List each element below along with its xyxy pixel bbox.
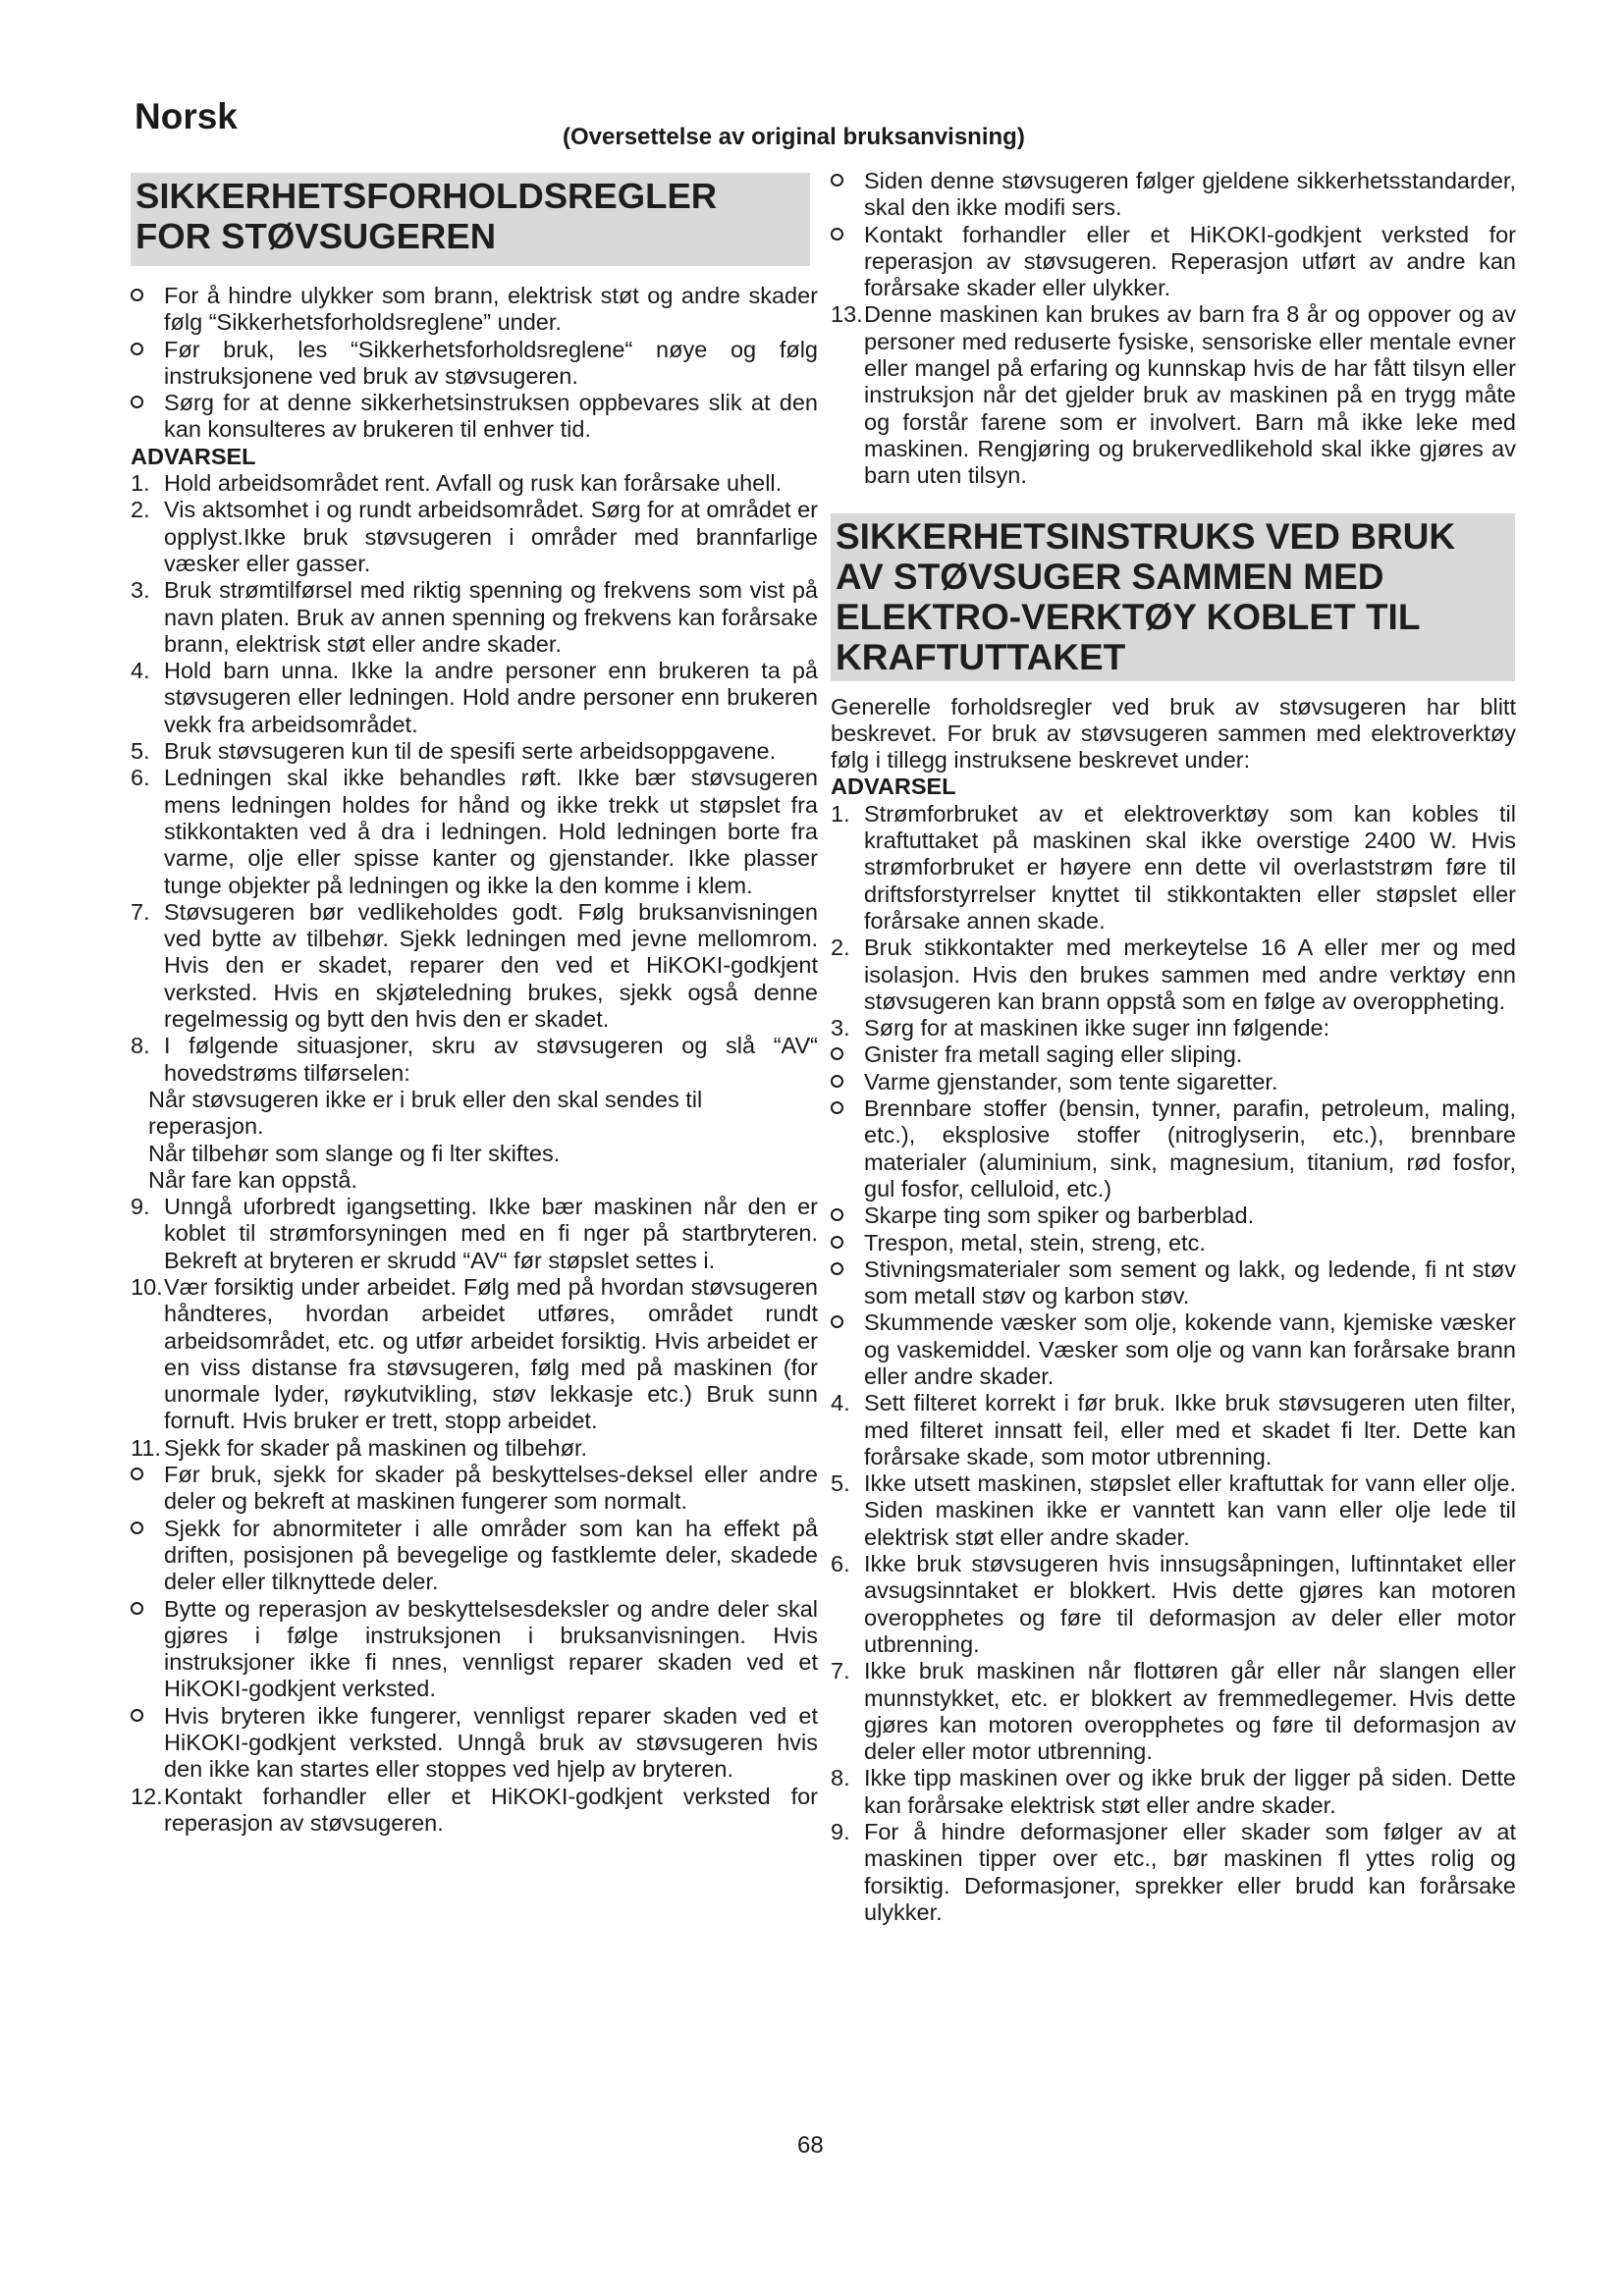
circle-bullet-icon	[131, 1468, 143, 1480]
circle-bullet-icon	[131, 343, 143, 355]
list-item	[131, 497, 818, 577]
item-number: 11.	[131, 1434, 161, 1461]
list-item	[831, 801, 1516, 934]
sub-bullet-text: Stivningsmaterialer som sement og lakk, og ledende, fi nt støv som metall støv og karbon støv.	[864, 1255, 1516, 1309]
sub-bullet	[131, 1703, 818, 1784]
item-number: 2.	[831, 934, 850, 961]
right-section-banner	[831, 513, 1515, 681]
item-number: 7.	[131, 898, 150, 925]
sub-bullet	[831, 222, 1516, 302]
list-item	[131, 1784, 818, 1838]
circle-bullet-icon	[831, 1101, 843, 1114]
circle-bullet-icon	[831, 1075, 843, 1088]
list-item	[831, 1551, 1516, 1658]
item-text: Unngå uforbredt igangsetting. Ikke bær maskinen når den er koblet til strømforsyningen med en fi nger på startbryteren. Bekreft at bryteren er skrudd “AV“ før støpslet settes i.	[164, 1194, 818, 1273]
left-banner-line: SIKKERHETSFORHOLDSREGLER	[135, 176, 718, 216]
circle-bullet-icon	[831, 1208, 843, 1221]
item-text: Vis aktsomhet i og rundt arbeidsområdet. Sørg for at området er opplyst.Ikke bruk støvsugeren i områder med brannfarlige væsker eller gasser.	[164, 497, 818, 576]
list-item	[831, 1015, 1516, 1041]
right-banner-line: ELEKTRO-VERKTØY KOBLET TIL	[836, 596, 1421, 637]
list-item	[131, 1194, 818, 1274]
item-number: 8.	[831, 1765, 850, 1791]
intro-bullet-text: Sørg for at denne sikkerhetsinstruksen oppbevares slik at den kan konsulteres av brukeren til enhver tid.	[164, 390, 818, 443]
item-text: Sett filteret korrekt i før bruk. Ikke bruk støvsugeren uten filter, med filteret innsatt feil, eller med et skadet fi lter. Dette kan forårsake skade, som motor utbrenning.	[864, 1390, 1516, 1469]
intro-bullet	[131, 390, 818, 444]
item-number: 6.	[831, 1551, 850, 1577]
sub-line: Når fare kan oppstå.	[148, 1166, 357, 1193]
item-text: Ikke utsett maskinen, støpslet eller kraftuttak for vann eller olje. Siden maskinen ikke er vanntett kan vann eller olje lede til elektrisk støt eller andre skader.	[864, 1470, 1516, 1550]
sub-bullet	[831, 1095, 1516, 1202]
item-text: Kontakt forhandler eller et HiKOKI-godkjent verksted for reperasjon av støvsugeren.	[164, 1783, 818, 1836]
left-section-banner	[131, 173, 810, 266]
list-item	[831, 934, 1516, 1015]
item-number: 5.	[131, 738, 150, 765]
sub-bullet-text: Skummende væsker som olje, kokende vann, kjemiske væsker og vaskemiddel. Væsker som olje og vann kan forårsake brann eller andre skader.	[864, 1309, 1516, 1389]
intro-bullet	[131, 283, 818, 337]
sub-bullet	[831, 1230, 1516, 1256]
item-number: 5.	[831, 1470, 850, 1497]
item-text: Bruk støvsugeren kun til de spesifi serte arbeidsoppgavene.	[164, 738, 777, 765]
sub-bullet-text: Sjekk for abnormiteter i alle områder som kan ha effekt på driften, posisjonen på bevegelige og fastklemte deler, skadede deler eller tilknyttede deler.	[164, 1515, 818, 1595]
sub-bullet	[831, 1202, 1516, 1229]
list-item	[131, 738, 818, 765]
sub-bullet	[831, 1309, 1516, 1390]
circle-bullet-icon	[131, 1709, 143, 1722]
circle-bullet-icon	[131, 1602, 143, 1615]
sub-bullet	[831, 168, 1516, 222]
sub-bullet	[831, 1069, 1516, 1095]
right-banner-line: KRAFTUTTAKET	[836, 636, 1126, 677]
sub-bullet-text: Skarpe ting som spiker og barberblad.	[864, 1202, 1255, 1229]
item-text: Sjekk for skader på maskinen og tilbehør.	[164, 1434, 588, 1461]
sub-bullet	[831, 1041, 1516, 1068]
item-number: 9.	[131, 1194, 150, 1220]
warning-heading: ADVARSEL	[831, 774, 956, 800]
item-text: Bruk stikkontakter med merkeytelse 16 A eller mer og med isolasjon. Hvis den brukes sammen med andre verktøy enn støvsugeren kan brann oppstå som en følge av overoppheting.	[864, 934, 1516, 1014]
item-text: Denne maskinen kan brukes av barn fra 8 år og oppover og av personer med reduserte fysiske, sensoriske eller mentale evner eller mangel på erfaring og kunnskap hvis de har fått tilsyn eller instruksjon når det gjelder bruk av maskinen på en trygg måte og forstår farene som er involvert. Barn må ikke leke med maskinen. Rengjøring og brukervedlikehold skal ikke gjøres av barn uten tilsyn.	[864, 301, 1516, 489]
sub-bullet	[131, 1462, 818, 1516]
sub-bullet	[131, 1516, 818, 1596]
circle-bullet-icon	[831, 1315, 843, 1328]
sub-bullet-text: Hvis bryteren ikke fungerer, vennligst reparer skaden ved et HiKOKI-godkjent verksted. Unngå bruk av støvsugeren hvis den ikke kan startes eller stoppes ved hjelp av bryteren.	[164, 1702, 818, 1783]
item-number: 13.	[831, 301, 863, 328]
list-item	[131, 1274, 818, 1435]
list-item	[831, 1765, 1516, 1819]
item-text: Støvsugeren bør vedlikeholdes godt. Følg bruksanvisningen ved bytte av tilbehør. Sjekk ledningen med jevne mellomrom. Hvis den er skadet, reparer den ved et HiKOKI-godkjent verksted. Hvis en skjøteledning brukes, sjekk også denne regelmessig og bytt den hvis den er skadet.	[164, 898, 818, 1033]
right-banner-line: SIKKERHETSINSTRUKS VED BRUK	[836, 515, 1456, 557]
language-heading: Norsk	[135, 96, 238, 136]
list-item	[131, 765, 818, 898]
item-text: Hold arbeidsområdet rent. Avfall og rusk kan forårsake uhell.	[164, 470, 783, 497]
sub-bullet-text: Kontakt forhandler eller et HiKOKI-godkjent verksted for reperasjon av støvsugeren. Reperasjon utført av andre kan forårsake skader eller ulykker.	[864, 221, 1516, 301]
sub-bullet-text: Gnister fra metall saging eller sliping.	[864, 1041, 1243, 1068]
intro-bullet-text: For å hindre ulykker som brann, elektrisk støt og andre skader følg “Sikkerhetsforholdsreglene” under.	[164, 283, 818, 336]
page-number: 68	[797, 2132, 824, 2159]
list-item	[131, 470, 818, 497]
intro-bullet-text: Før bruk, les “Sikkerhetsforholdsreglene“ nøye og følg instruksjonene ved bruk av støvsugeren.	[164, 336, 818, 389]
item-number: 9.	[831, 1819, 850, 1845]
list-item	[131, 658, 818, 738]
sub-bullet-text: Før bruk, sjekk for skader på beskyttelses-deksel eller andre deler og bekreft at maskinen fungerer som normalt.	[164, 1462, 818, 1515]
list-item	[831, 1658, 1516, 1765]
item-text: Vær forsiktig under arbeidet. Følg med på hvordan støvsugeren håndteres, hvordan arbeidet utføres, området rundt arbeidsområdet, etc. og utfør arbeidet forsiktig. Hvis arbeidet er en viss distanse fra støvsugeren, følg med på maskinen (for unormale lyder, røykutvikling, støv lekkasje etc.) Bruk sunn fornuft. Hvis bruker er trett, stopp arbeidet.	[164, 1273, 818, 1434]
item-text: Ikke bruk maskinen når flottøren går eller når slangen eller munnstykket, etc. er blokkert av fremmedlegemer. Hvis dette gjøres kan motoren overopphetes og føre til deformasjon av deler eller motor utbrenning.	[864, 1658, 1516, 1765]
item-number: 3.	[831, 1015, 850, 1041]
item-number: 6.	[131, 765, 150, 791]
section-intro: Generelle forholdsregler ved bruk av støvsugeren har blitt beskrevet. For bruk av støvsugeren sammen med elektroverktøy følg i tillegg instruksene beskrevet under:	[831, 693, 1516, 774]
list-item	[831, 1470, 1516, 1551]
circle-bullet-icon	[131, 1522, 143, 1534]
item-text: Ikke bruk støvsugeren hvis innsugsåpningen, luftinntaket eller avsugsinntaket er blokkert. Hvis dette gjøres kan motoren overopphetes og føre til deformasjon av deler eller motor utbrenning.	[864, 1551, 1516, 1657]
sub-line: Når støvsugeren ikke er i bruk eller den skal sendes til reperasjon.	[148, 1086, 703, 1140]
sub-bullet-text: Bytte og reperasjon av beskyttelsesdeksler og andre deler skal gjøres i følge instruksjonen i bruksanvisningen. Hvis instruksjoner ikke fi nnes, vennligst reparer skaden ved et HiKOKI-godkjent verksted.	[164, 1595, 818, 1702]
item-text: Ledningen skal ikke behandles røft. Ikke bær støvsugeren mens ledningen holdes for hånd og ikke trekk ut støpslet fra stikkontakten ved å dra i ledningen. Hold ledningen borte fra varme, olje eller spisse kanter og gjenstander. Ikke plasser tunge objekter på ledningen og ikke la den komme i klem.	[164, 765, 818, 898]
sub-bullet-text: Siden denne støvsugeren følger gjeldene sikkerhetsstandarder, skal den ikke modifi sers.	[864, 168, 1516, 221]
item-text: Bruk strømtilførsel med riktig spenning og frekvens som vist på navn platen. Bruk av annen spenning og frekvens kan forårsake brann, elektrisk støt eller andre skader.	[164, 577, 818, 657]
sub-bullet	[131, 1596, 818, 1703]
item-number: 2.	[131, 497, 150, 523]
list-item	[831, 1819, 1516, 1926]
item-number: 12.	[131, 1783, 163, 1809]
item-text: Sørg for at maskinen ikke suger inn følgende:	[864, 1015, 1330, 1041]
circle-bullet-icon	[131, 396, 143, 408]
left-column	[131, 173, 818, 1837]
circle-bullet-icon	[831, 228, 843, 240]
list-item	[831, 1390, 1516, 1470]
item-number: 1.	[131, 470, 150, 497]
list-item	[131, 899, 818, 1033]
item-number: 4.	[831, 1390, 850, 1416]
circle-bullet-icon	[131, 289, 143, 301]
item-number: 10.	[131, 1273, 163, 1300]
list-item	[831, 301, 1516, 489]
item-number: 3.	[131, 577, 150, 604]
left-banner-line: FOR STØVSUGEREN	[135, 216, 497, 256]
item-text: Strømforbruket av et elektroverktøy som kan kobles til kraftuttaket på maskinen skal ikke overstige 2400 W. Hvis strømforbruket er høyere enn dette vil overlaststrøm føre til driftsforstyrrelser knyttet til stikkontakten eller støpslet eller forårsake annen skade.	[864, 800, 1516, 934]
warning-heading: ADVARSEL	[131, 443, 256, 469]
sub-bullet-text: Trespon, metal, stein, streng, etc.	[864, 1229, 1206, 1255]
list-item	[131, 577, 818, 658]
circle-bullet-icon	[831, 174, 843, 187]
item-text: For å hindre deformasjoner eller skader som følger av at maskinen tipper over etc., bør maskinen fl yttes rolig og forsiktig. Deformasjoner, sprekker eller brudd kan forårsake ulykker.	[864, 1819, 1516, 1925]
sub-bullet-text: Varme gjenstander, som tente sigaretter.	[864, 1068, 1278, 1095]
list-item	[131, 1033, 818, 1087]
circle-bullet-icon	[831, 1047, 843, 1060]
item-number: 4.	[131, 658, 150, 684]
item-text: Ikke tipp maskinen over og ikke bruk der ligger på siden. Dette kan forårsake elektrisk støt eller andre skader.	[864, 1765, 1516, 1818]
circle-bullet-icon	[831, 1236, 843, 1249]
sub-bullet-text: Brennbare stoffer (bensin, tynner, parafin, petroleum, maling, etc.), eksplosive stoffer (nitroglyserin, etc.), brennbare materialer (aluminium, sink, magnesium, titanium, rød fosfor, gul fosfor, celluloid, etc.)	[864, 1095, 1516, 1201]
right-banner-line: AV STØVSUGER SAMMEN MED	[836, 556, 1384, 597]
item-text: I følgende situasjoner, skru av støvsugeren og slå “AV“ hovedstrøms tilførselen:	[164, 1033, 818, 1086]
intro-bullet	[131, 337, 818, 391]
sub-line: Når tilbehør som slange og fi lter skiftes.	[148, 1140, 561, 1166]
item-number: 8.	[131, 1033, 150, 1059]
right-column	[831, 168, 1516, 1926]
item-number: 7.	[831, 1658, 850, 1684]
translation-subtitle: (Oversettelse av original bruksanvisning)	[563, 124, 1025, 150]
circle-bullet-icon	[831, 1262, 843, 1275]
item-text: Hold barn unna. Ikke la andre personer enn brukeren ta på støvsugeren eller ledningen. Hold andre personer enn brukeren vekk fra arbeidsområdet.	[164, 658, 818, 737]
item-number: 1.	[831, 800, 850, 827]
sub-bullet	[831, 1256, 1516, 1310]
list-item	[131, 1435, 818, 1462]
